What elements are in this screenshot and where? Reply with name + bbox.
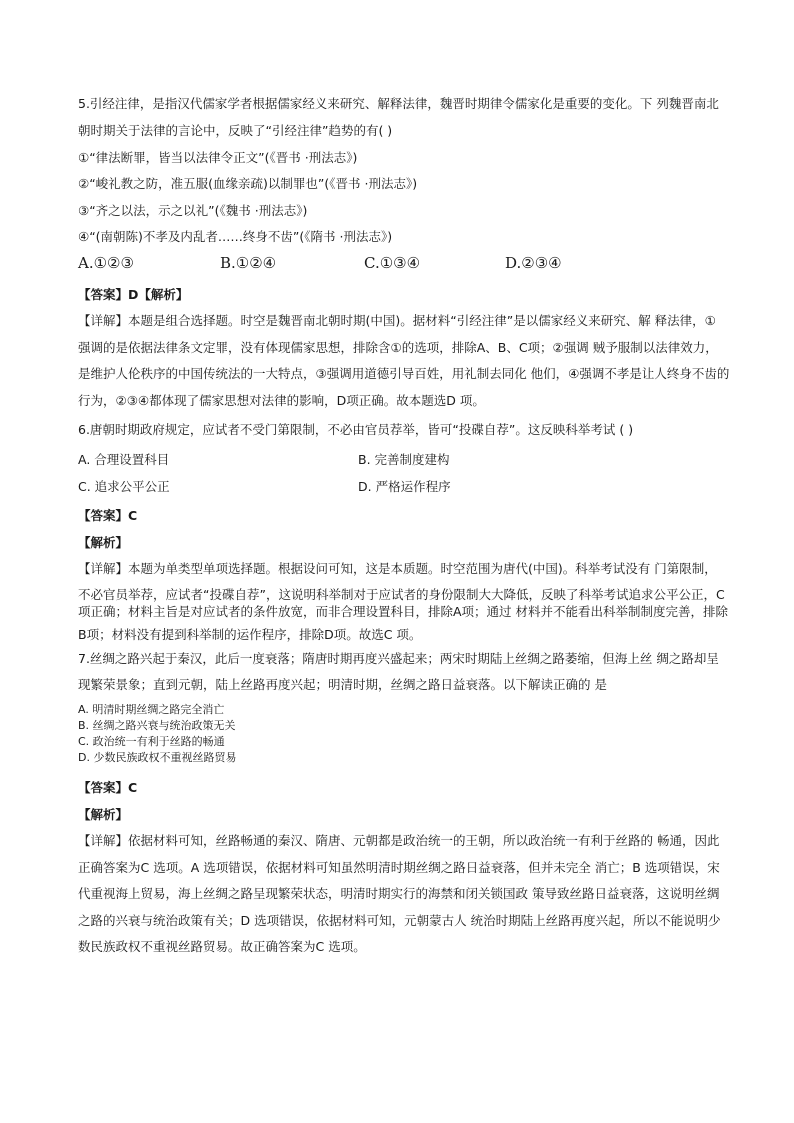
q5-option-c: C.①③④ [364,254,421,272]
q7-detail-line-5: 数民族政权不重视丝路贸易。故正确答案为C 选项。 [78,939,366,954]
q6-detail-line-1: 【详解】本题为单类型单项选择题。根据设问可知，这是本质题。时空范围为唐代(中国)。科举考试没有 门第限制， [78,561,717,576]
q5-item-4: ④“(南朝陈)不孝及内乱者……终身不齿”(《隋书 ·刑法志》) [78,229,393,244]
q7-stem-line-1: 7.丝绸之路兴起于秦汉，此后一度衰落；隋唐时期再度兴盛起来；两宋时期陆上丝绸之路萎缩，但海上丝 绸之路却呈 [78,651,719,666]
q6-option-c: C. 追求公平公正 [78,479,170,494]
q6-answer: 【答案】C [78,508,138,523]
q7-option-d: D. 少数民族政权不重视丝路贸易 [78,751,237,764]
q7-detail-line-4: 之路的兴衰与统治政策有关；D 选项错误，依据材料可知，元朝蒙古人 统治时期陆上丝路再度兴起，所以不能说明少 [78,913,721,928]
q7-option-a: A. 明清时期丝绸之路完全消亡 [78,703,225,716]
q5-detail-line-4: 行为，②③④都体现了儒家思想对法律的影响，D项正确。故本题选D 项。 [78,393,485,408]
q5-option-a: A.①②③ [78,254,134,272]
q7-option-b: B. 丝绸之路兴衰与统治政策无关 [78,719,236,732]
q7-option-c: C. 政治统一有利于丝路的畅通 [78,735,225,748]
q5-options [78,254,718,274]
q6-detail-line-3: 项正确；材料主旨是对应试者的条件放宽，而非合理设置科目，排除A项；通过 材料并不能看出科举制制度完善，排除 [78,604,729,619]
q5-item-2: ②“峻礼教之防，准五服(血缘亲疏)以制罪也”(《晋书 ·刑法志》) [78,176,418,191]
q6-detail-line-2: 不必官员举荐，应试者“投碟自荐”，这说明科举制对于应试者的身份限制大大降低，反映了科举考试追求公平公正，C [78,587,725,602]
q7-detail-line-3: 代重视海上贸易，海上丝绸之路呈现繁荣状态，明清时期实行的海禁和闭关锁国政 策导致丝路日益衰落，这说明丝绸 [78,886,720,901]
q7-detail-line-1: 【详解】依据材料可知，丝路畅通的秦汉、隋唐、元朝都是政治统一的王朝，所以政治统一有利于丝路的 畅通，因此 [78,833,720,848]
q5-item-1: ①“律法断罪，皆当以法律令正文”(《晋书 ·刑法志》) [78,150,358,165]
q5-answer: 【答案】D【解析】 [78,287,189,302]
q6-option-a: A. 合理设置科目 [78,452,170,467]
q5-item-3: ③“齐之以法，示之以礼”(《魏书 ·刑法志》) [78,203,308,218]
q6-analysis-label: 【解析】 [78,535,129,550]
q7-stem-line-2: 现繁荣景象；直到元朝，陆上丝路再度兴起；明清时期，丝绸之路日益衰落。以下解读正确的 是 [78,677,607,692]
q5-detail-line-1: 【详解】本题是组合选择题。时空是魏晋南北朝时期(中国)。据材料“引经注律”是以儒家经义来研究、解 释法律，① [78,313,716,328]
q6-detail-line-4: B项；材料没有提到科举制的运作程序，排除D项。故选C 项。 [78,627,422,642]
q5-detail-line-2: 强调的是依据法律条文定罪，没有体现儒家思想，排除含①的选项，排除A、B、C项；②强调 贼予服制以法律效力， [78,340,718,355]
q7-detail-line-2: 正确答案为C 选项。A 选项错误，依据材料可知虽然明清时期丝绸之路日益衰落，但并未完全 消亡；B 选项错误，宋 [78,860,720,875]
q5-stem-line-1: 5.引经注律，是指汉代儒家学者根据儒家经义来研究、解释法律，魏晋时期律令儒家化是重要的变化。下 列魏晋南北 [78,96,719,111]
q5-detail-line-3: 是维护人伦秩序的中国传统法的一大特点，③强调用道德引导百姓，用礼制去同化 他们，④强调不孝是让人终身不齿的 [78,366,730,381]
q5-option-b: B.①②④ [220,254,277,272]
q6-option-d: D. 严格运作程序 [358,479,451,494]
q7-analysis-label: 【解析】 [78,807,129,822]
q6-option-b: B. 完善制度建构 [358,452,450,467]
q5-option-d: D.②③④ [505,254,562,272]
q5-stem-line-2: 朝时期关于法律的言论中，反映了“引经注律”趋势的有( ) [78,123,393,138]
q7-answer: 【答案】C [78,780,138,795]
q6-stem: 6.唐朝时期政府规定，应试者不受门第限制，不必由官员荐举，皆可“投碟自荐”。这反映科举考试 ( ) [78,422,634,437]
